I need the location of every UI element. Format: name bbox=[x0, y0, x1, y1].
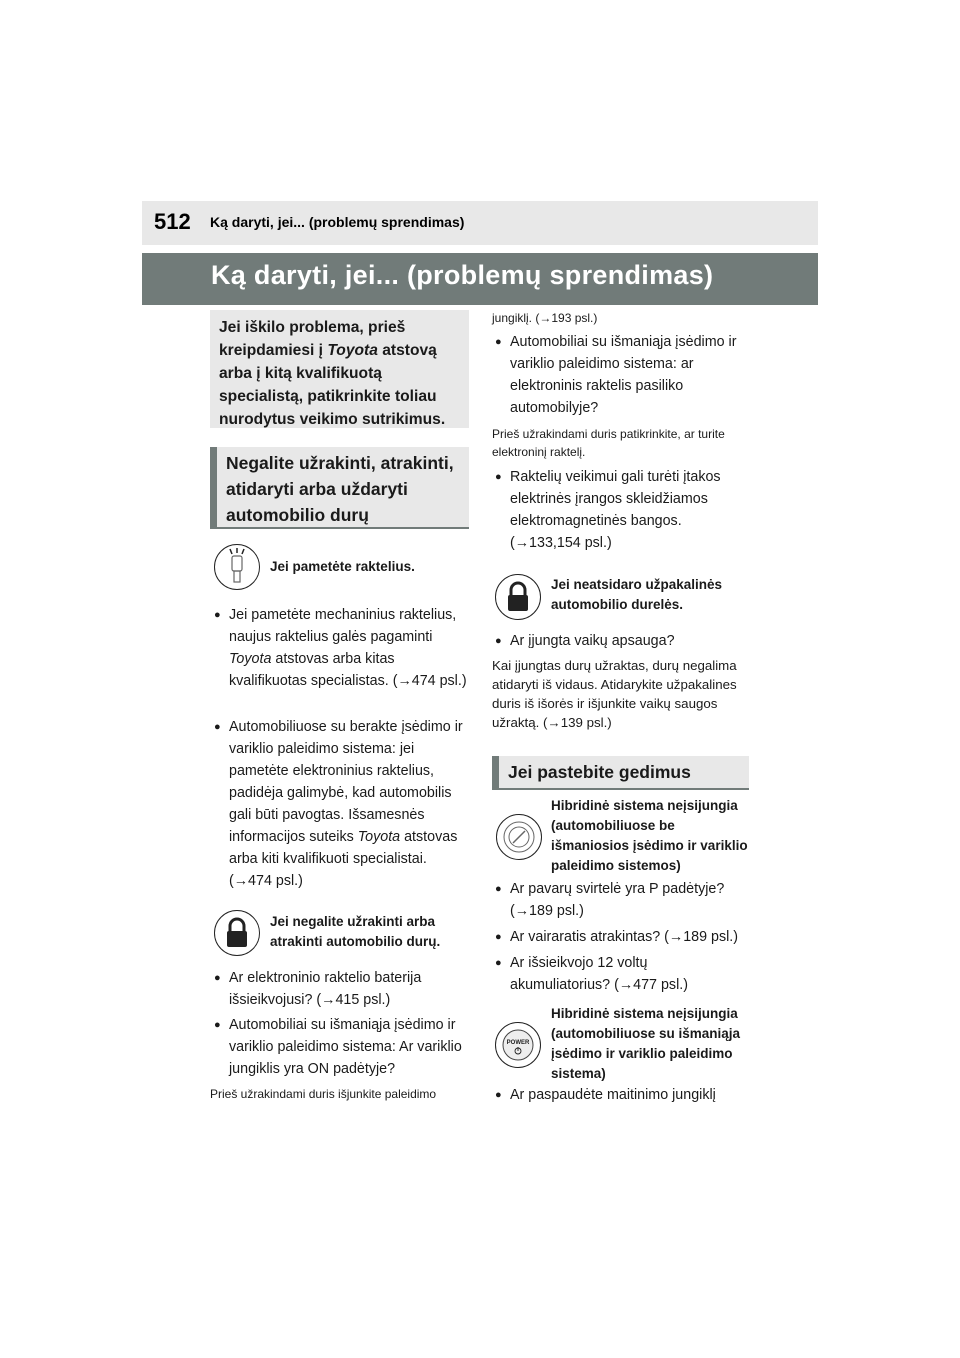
list-item: ● Raktelių veikimui gali turėti įtakos elektrinės įrangos skleidžiamos elektromagnetinės bangos. (→133,154 psl.) bbox=[495, 469, 721, 551]
header-title: Ką daryti, jei... (problemų sprendimas) bbox=[210, 214, 465, 230]
list-item: ● Automobiliuose su berakte įsėdimo ir variklio paleidimo sistema: jei pametėte elektroninius raktelius, padidėja galimybė, kad automobilis gali būti pavogtas. Išsamesnės informacijos suteiks Toyota atstovas arba kiti kvalifikuoti specialistai. (→474 psl.) bbox=[214, 719, 463, 889]
ignition-switch-icon bbox=[496, 814, 542, 860]
list-item: ● Jei pametėte mechaninius raktelius, naujus raktelius galės pagaminti Toyota atstovas arba kitas kvalifikuotas specialistas. (→474 psl.) bbox=[214, 607, 467, 689]
list-item: ● Ar išsieikvojo 12 voltų akumuliatorius? (→477 psl.) bbox=[495, 955, 688, 993]
power-label: POWER bbox=[506, 1040, 530, 1046]
list-item: ● Ar vairaratis atrakintas? (→189 psl.) bbox=[495, 929, 739, 945]
section-title: Negalite užrakinti, atrakinti, atidaryti arba uždaryti automobilio durų bbox=[226, 453, 454, 525]
list-item: ● Automobiliai su išmaniąja įsėdimo ir variklio paleidimo sistema: Ar variklio jungiklis yra ON padėtyje? bbox=[214, 1017, 462, 1077]
page-number: 512 bbox=[154, 209, 191, 234]
list-item: ● Ar elektroninio raktelio baterija išsieikvojusi? (→415 psl.) bbox=[214, 970, 422, 1008]
list-item: ● Ar paspaudėte maitinimo jungiklį bbox=[495, 1087, 716, 1103]
note-text: jungiklį. (→193 psl.) bbox=[492, 311, 598, 325]
subheading-rear-door: Jei neatsidaro užpakalinės automobilio durelės. bbox=[551, 577, 723, 612]
note-text: Prieš užrakindami duris patikrinkite, ar turite elektroninį raktelį. bbox=[492, 427, 725, 459]
list-item: ● Ar įjungta vaikų apsauga? bbox=[495, 633, 675, 649]
section-header-doors bbox=[210, 447, 469, 529]
section-title: Jei pastebite gedimus bbox=[508, 762, 691, 782]
lock-icon bbox=[495, 574, 541, 620]
subheading-cannot-lock: Jei negalite užrakinti arba atrakinti automobilio durų. bbox=[270, 914, 441, 949]
list-item: ● Automobiliai su išmaniąja įsėdimo ir variklio paleidimo sistema: ar elektroninis raktelis pasiliko automobilyje? bbox=[495, 334, 737, 416]
subheading-lost-keys: Jei pametėte raktelius. bbox=[270, 559, 415, 574]
list-item: ● Ar pavarų svirtelė yra P padėtyje? (→189 psl.) bbox=[495, 881, 725, 919]
power-button-icon bbox=[495, 1022, 541, 1068]
subheading-no-start-smart: Hibridinė sistema neįsijungia (automobiliuose su išmaniąja įsėdimo ir variklio paleidimo sistema) bbox=[551, 1006, 741, 1081]
subheading-no-start-key: Hibridinė sistema neįsijungia (automobiliuose be išmaniosios įsėdimo ir variklio paleidimo sistemos) bbox=[551, 798, 748, 873]
banner-title: Ką daryti, jei... (problemų sprendimas) bbox=[211, 260, 714, 290]
note-text: Kai įjungtas durų užraktas, durų negalima atidaryti iš vidaus. Atidarykite užpakalines duris iš išorės ir išjunkite vaikų saugos užraktą. (→139 psl.) bbox=[492, 658, 737, 730]
section-header-malfunction bbox=[492, 756, 749, 790]
chapter-banner bbox=[142, 253, 818, 305]
intro-box bbox=[210, 310, 469, 428]
lock-icon bbox=[214, 910, 260, 956]
page-header bbox=[142, 201, 818, 245]
intro-text: Jei iškilo problema, prieš kreipdamiesi į Toyota atstovą arba į kitą kvalifikuotą specialistą, patikrinkite toliau nurodytus veikimo sutrikimus. bbox=[219, 319, 446, 428]
key-icon bbox=[214, 544, 260, 590]
note-text: Prieš užrakindami duris išjunkite paleidimo bbox=[210, 1087, 437, 1101]
